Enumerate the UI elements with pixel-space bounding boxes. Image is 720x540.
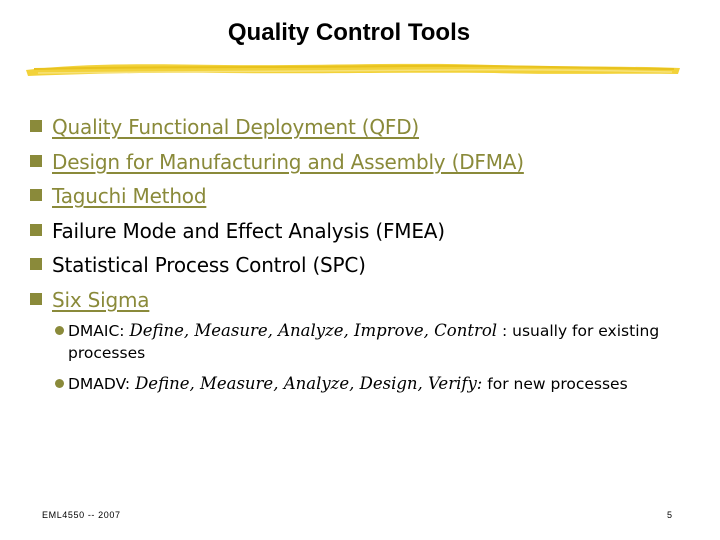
square-bullet-icon [30,155,42,167]
sub-bullet-italic: Define, Measure, Analyze, Design, Verify: [135,374,483,393]
bullet-link-qfd[interactable]: Quality Functional Deployment (QFD) [52,115,420,139]
bullet-text-fmea: Failure Mode and Effect Analysis (FMEA) [52,218,445,243]
list-item[interactable] [30,145,700,180]
sub-bullet-suffix: : usually for existing processes [68,322,660,362]
footer-course-label: EML4550 -- 2007 [42,510,121,520]
list-item[interactable] [30,283,700,318]
bullet-link-six-sigma[interactable]: Six Sigma [52,287,150,312]
bullet-link-dfma[interactable]: Design for Manufacturing and Assembly (DFMA) [52,149,524,174]
sub-bullet-dmaic [68,320,708,364]
list-item [30,248,700,283]
list-item[interactable] [30,110,700,145]
sub-bullet-dmadv [68,373,708,395]
slide-title: Quality Control Tools [227,19,471,46]
round-bullet-icon [55,379,64,388]
square-bullet-icon [30,293,42,305]
sub-bullet-prefix: DMAIC: [68,322,130,340]
sub-bullet-prefix: DMADV: [68,375,136,393]
list-item [30,214,700,249]
sub-bullet-italic: Define, Measure, Analyze, Improve, Control [129,321,498,340]
bullet-text-spc: Statistical Process Control (SPC) [52,253,366,277]
brush-stroke-icon [24,54,682,82]
round-bullet-icon [55,326,64,335]
square-bullet-icon [30,224,42,236]
page-number: 5 [666,510,672,520]
bullet-list [30,110,700,317]
square-bullet-icon [30,120,42,132]
sub-bullet-suffix: for new processes [482,375,628,393]
square-bullet-icon [30,258,42,270]
list-item[interactable] [30,179,700,214]
square-bullet-icon [30,189,42,201]
bullet-link-taguchi[interactable]: Taguchi Method [52,184,207,208]
